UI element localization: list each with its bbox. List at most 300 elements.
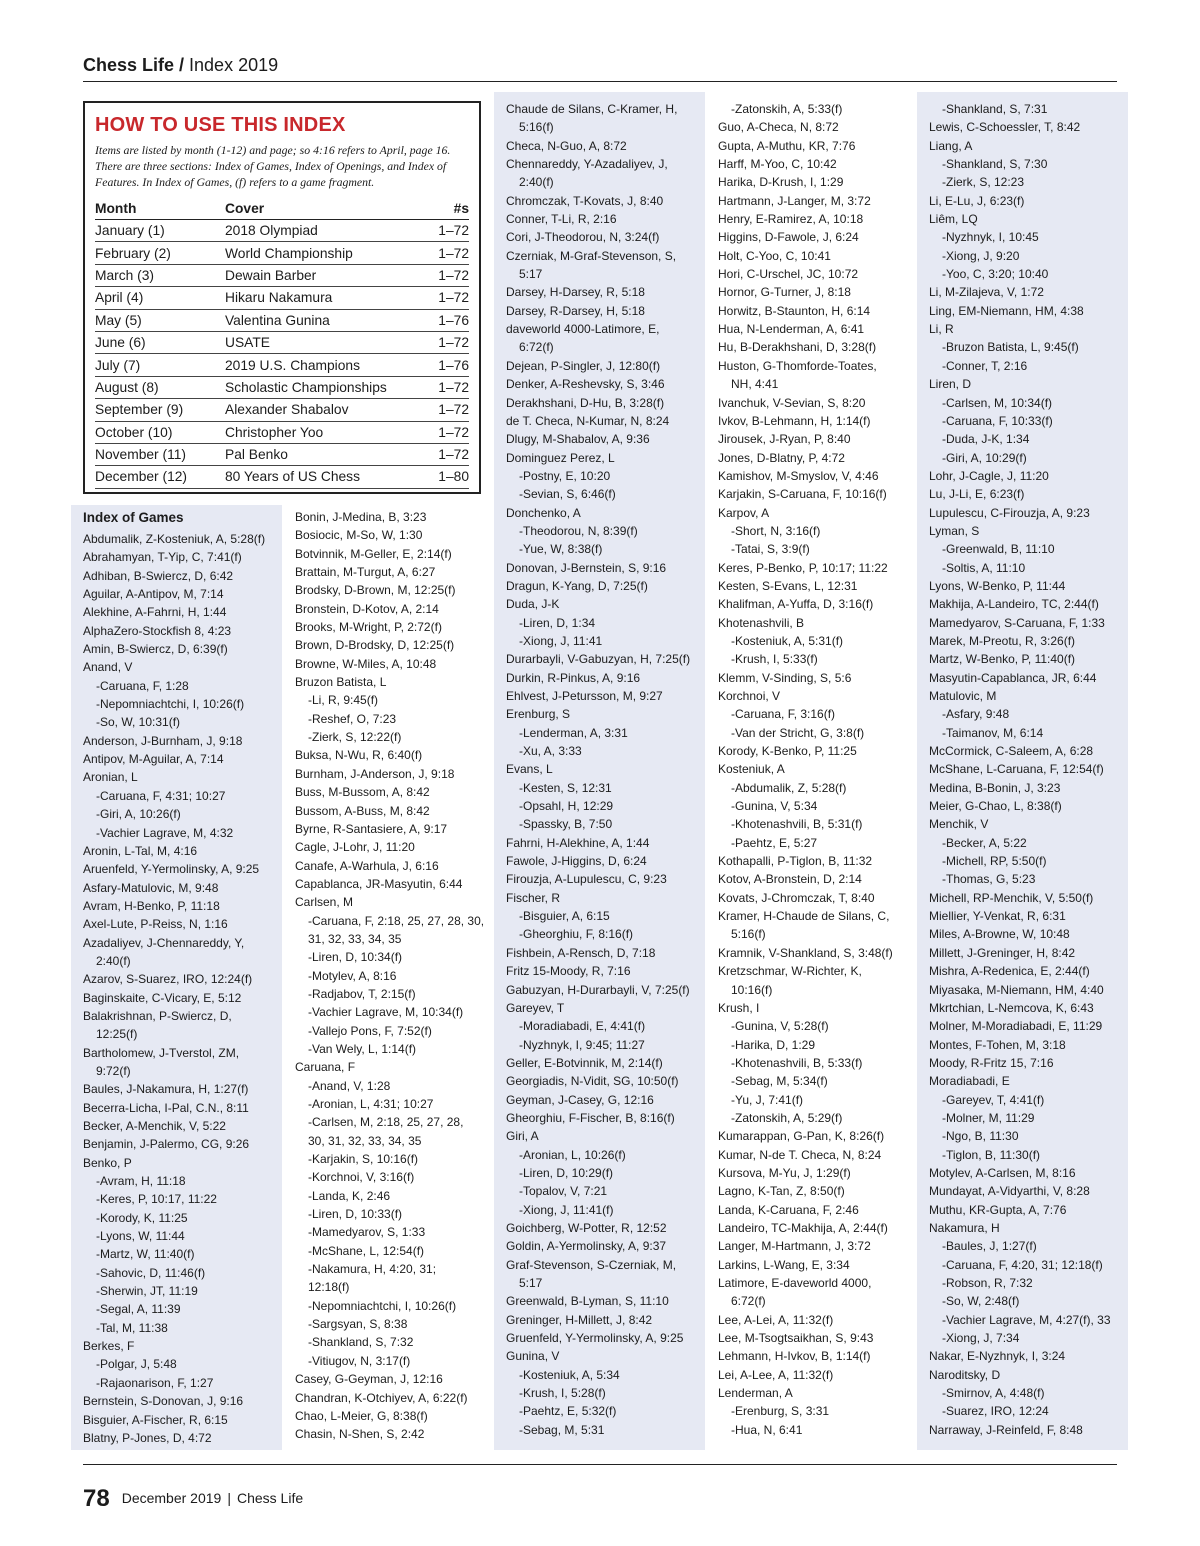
index-entry: -Kosteniuk, A, 5:34 [519,1367,620,1382]
index-entry: Fahrni, H-Alekhine, A, 1:44 [506,835,650,850]
index-entry: Greenwald, B-Lyman, S, 11:10 [506,1294,669,1309]
index-entry: -Krush, I, 5:33(f) [731,652,818,667]
index-entry: Hori, C-Urschel, JC, 10:72 [718,267,859,282]
index-entry: Masyutin-Capablanca, JR, 6:44 [929,670,1097,685]
index-entry: -Li, R, 9:45(f) [308,693,379,708]
index-entry: Berkes, F [83,1339,135,1354]
index-entry: Asfary-Matulovic, M, 9:48 [83,880,219,895]
index-entry: Kosteniuk, A [718,762,785,777]
index-column-3 [494,92,705,1450]
index-entry: -Asfary, 9:48 [942,707,1010,722]
index-entry: -Krush, I, 5:28(f) [519,1386,606,1401]
index-entry: Martz, W-Benko, P, 11:40(f) [929,652,1076,667]
cover-cell: Dewain Barber [225,264,430,286]
index-entry: -Taimanov, M, 6:14 [942,725,1044,740]
table-row [95,443,469,465]
how-to-heading: HOW TO USE THIS INDEX [95,114,346,136]
header-title-rest: Index 2019 [184,55,279,75]
index-entry: 5:17 [519,267,543,282]
index-entry: Greninger, H-Millett, J, 8:42 [506,1312,653,1327]
index-entry: Firouzja, A-Lupulescu, C, 9:23 [506,872,667,887]
index-entry: Latimore, E-daveworld 4000, [718,1276,872,1290]
index-entry: -Vachier Lagrave, M, 4:32 [96,825,234,840]
index-entry: Miles, A-Browne, W, 10:48 [929,927,1070,942]
index-entry: -Xiong, J, 7:34 [942,1331,1020,1346]
index-entry: Becker, A-Menchik, V, 5:22 [83,1119,226,1133]
index-entry: AlphaZero-Stockfish 8, 4:23 [83,623,232,638]
index-entry: Durkin, R-Pinkus, A, 9:16 [506,670,641,685]
index-entry: Lu, J-Li, E, 6:23(f) [929,487,1025,502]
index-entry: -Gheorghiu, F, 8:16(f) [519,927,634,942]
index-entry: Jones, D-Blatny, P, 4:72 [718,450,845,465]
index-entry: NH, 4:41 [731,377,779,392]
index-entry: -Molner, M, 11:29 [942,1110,1035,1125]
index-entry: Ivanchuk, V-Sevian, S, 8:20 [718,395,866,410]
index-entry: Chromczak, T-Kovats, J, 8:40 [506,193,664,208]
index-entry: -Avram, H, 11:18 [96,1174,186,1189]
index-entry: -Nepomniachtchi, I, 10:26(f) [308,1298,457,1313]
index-entry: daveworld 4000-Latimore, E, [506,322,660,337]
index-entry: -Liren, D, 10:29(f) [519,1165,614,1180]
index-entry: -Carlsen, M, 2:18, 25, 27, 28, [308,1115,464,1130]
index-entry: -Kesten, S, 12:31 [519,780,612,795]
index-entry: Bisguier, A-Fischer, R, 6:15 [83,1412,228,1427]
index-entry: Meier, G-Chao, L, 8:38(f) [929,799,1062,814]
index-entry: Li, R [929,322,954,337]
index-entry: Darsey, R-Darsey, H, 5:18 [506,303,645,318]
index-entry: Nakamura, H [929,1220,1000,1235]
index-entry: Landeiro, TC-Makhija, A, 2:44(f) [718,1220,888,1235]
month-cell: March (3) [95,264,225,286]
index-entry: Klemm, V-Sinding, S, 5:6 [718,670,852,685]
index-column-4 [706,92,916,1450]
index-entry: -Sebag, M, 5:31 [519,1422,605,1437]
index-entry: -Short, N, 3:16(f) [731,523,821,538]
index-entry: -Soltis, A, 11:10 [942,560,1026,575]
index-entry: Kamishov, M-Smyslov, V, 4:46 [718,468,879,483]
index-entry: -Van der Stricht, G, 3:8(f) [731,725,865,740]
month-cell: November (11) [95,443,225,465]
index-entry: Becerra-Licha, I-Pal, C.N., 8:11 [83,1100,249,1115]
table-row [95,466,469,488]
index-entry: Lyman, S [929,523,980,538]
month-cell: April (4) [95,287,225,309]
index-entry: Botvinnik, M-Geller, E, 2:14(f) [295,546,452,561]
index-entry: Dejean, P-Singler, J, 12:80(f) [506,358,661,373]
index-entry: Mamedyarov, S-Caruana, F, 1:33 [929,615,1105,630]
numbers-cell: 1–72 [430,242,469,264]
table-row [95,220,469,242]
cover-cell: Alexander Shabalov [225,399,430,421]
index-entry: -So, W, 10:31(f) [96,715,181,730]
index-entry: Erenburg, S [506,707,571,722]
index-entry: Evans, L [506,762,553,777]
index-entry: Muthu, KR-Gupta, A, 7:76 [929,1202,1067,1217]
table-row [95,331,469,353]
index-entry: -Gareyev, T, 4:41(f) [942,1092,1045,1107]
index-entry: Bronstein, D-Kotov, A, 2:14 [295,601,439,616]
index-entry: Moody, R-Fritz 15, 7:16 [929,1055,1054,1070]
cover-cell: Hikaru Nakamura [225,287,430,309]
index-entry: -Thomas, G, 5:23 [942,872,1036,887]
index-entry: -Keres, P, 10:17, 11:22 [96,1192,217,1207]
index-entry: Horwitz, B-Staunton, H, 6:14 [718,303,871,318]
numbers-cell: 1–72 [430,331,469,353]
index-entry: -Yu, J, 7:41(f) [731,1092,804,1107]
month-cell: July (7) [95,354,225,376]
month-cell: February (2) [95,242,225,264]
index-entry: 30, 31, 32, 33, 34, 35 [308,1133,422,1148]
index-entry: Miyasaka, M-Niemann, HM, 4:40 [929,982,1104,997]
index-entry: -Hua, N, 6:41 [731,1422,803,1437]
table-row [95,399,469,421]
index-entry: -Vitiugov, N, 3:17(f) [308,1353,411,1368]
index-entry: Aguilar, A-Antipov, M, 7:14 [83,587,224,602]
index-entry: Montes, F-Tohen, M, 3:18 [929,1037,1066,1052]
index-entry: Gheorghiu, F-Fischer, B, 8:16(f) [506,1110,675,1125]
index-entry: Geller, E-Botvinnik, M, 2:14(f) [506,1055,663,1070]
index-entry: -Abdumalik, Z, 5:28(f) [731,780,847,795]
index-entry: Canafe, A-Warhula, J, 6:16 [295,858,439,873]
index-entry: -Nakamura, H, 4:20, 31; [308,1262,437,1277]
index-entry: Durarbayli, V-Gabuzyan, H, 7:25(f) [506,652,691,667]
table-row [95,287,469,309]
index-entry: -Ngo, B, 11:30 [942,1129,1019,1144]
index-entry: -Moradiabadi, E, 4:41(f) [519,1019,646,1034]
index-entry: Kramnik, V-Shankland, S, 3:48(f) [718,945,893,960]
index-entry: Goichberg, W-Potter, R, 12:52 [506,1220,667,1235]
month-cell: August (8) [95,376,225,398]
index-entry: 5:16(f) [519,120,554,135]
index-entry: -Caruana, F, 4:31; 10:27 [96,788,226,803]
month-cell: May (5) [95,309,225,331]
index-entry: -Karjakin, S, 10:16(f) [308,1152,419,1167]
index-entry: Ling, EM-Niemann, HM, 4:38 [929,303,1084,318]
index-entry: Kramer, H-Chaude de Silans, C, [718,909,890,924]
index-entry: Larkins, L-Wang, E, 3:34 [718,1257,850,1272]
index-entry: Goldin, A-Yermolinsky, A, 9:37 [506,1239,667,1254]
footer-separator: | [227,1490,231,1506]
index-entry: Bosiocic, M-So, W, 1:30 [295,528,423,543]
index-entry: Chandran, K-Otchiyev, A, 6:22(f) [295,1390,468,1405]
index-entry: -Gunina, V, 5:34 [731,799,818,814]
page-footer [83,1485,303,1513]
index-entry: -Zatonskih, A, 5:33(f) [731,102,843,116]
index-entry: -Khotenashvili, B, 5:31(f) [731,817,863,832]
index-entry: -Giri, A, 10:26(f) [96,807,181,822]
cover-cell: World Championship [225,242,430,264]
index-entry: Giri, A [506,1129,539,1144]
index-entry: -Liren, D, 1:34 [519,615,596,630]
index-entry: Khalifman, A-Yuffa, D, 3:16(f) [718,597,874,612]
index-entry: Brown, D-Brodsky, D, 12:25(f) [295,638,455,653]
index-entry: -Caruana, F, 1:28 [96,678,189,693]
index-entry: -Liren, D, 10:34(f) [308,950,403,965]
index-entry: -Harika, D, 1:29 [731,1037,816,1052]
index-entry: Dragun, K-Yang, D, 7:25(f) [506,578,648,593]
numbers-cell: 1–72 [430,421,469,443]
index-entry: -Vachier Lagrave, M, 4:27(f), 33 [942,1312,1111,1327]
index-entry: Bartholomew, J-Tverstol, ZM, [83,1045,240,1060]
index-entry: Miellier, Y-Venkat, R, 6:31 [929,909,1066,924]
numbers-cell: 1–76 [430,309,469,331]
index-entry: Jirousek, J-Ryan, P, 8:40 [718,432,851,447]
index-entry: -Reshef, O, 7:23 [308,711,397,726]
numbers-cell: 1–72 [430,399,469,421]
index-of-games-heading: Index of Games [83,510,184,525]
column-header-cover: Cover [225,198,430,220]
index-entry: -Aronian, L, 10:26(f) [519,1147,626,1162]
numbers-cell: 1–72 [430,220,469,242]
index-entry: Li, M-Zilajeva, V, 1:72 [929,285,1044,300]
index-entry: 5:17 [519,1276,543,1290]
index-entry: -Bruzon Batista, L, 9:45(f) [942,340,1079,355]
index-entry: Avram, H-Benko, P, 11:18 [83,898,220,913]
index-entry: -So, W, 2:48(f) [942,1294,1020,1309]
table-header-row [95,198,469,220]
index-entry: Burnham, J-Anderson, J, 9:18 [295,766,455,781]
cover-cell: 80 Years of US Chess [225,466,430,488]
index-entry: Marek, M-Preotu, R, 3:26(f) [929,633,1076,648]
index-entry: -Erenburg, S, 3:31 [731,1404,830,1419]
index-entry: Balakrishnan, P-Swiercz, D, [83,1008,232,1023]
table-row [95,376,469,398]
index-entry: -Suarez, IRO, 12:24 [942,1404,1049,1419]
index-entry: Browne, W-Miles, A, 10:48 [295,656,437,671]
cover-cell: USATE [225,331,430,353]
index-entry: Hornor, G-Turner, J, 8:18 [718,285,851,300]
index-entry: -Radjabov, T, 2:15(f) [308,986,416,1001]
index-entry: Millett, J-Greninger, H, 8:42 [929,945,1076,960]
index-entry: Aronian, L [83,770,138,785]
index-entry: -Liren, D, 10:33(f) [308,1207,403,1222]
index-entry: Checa, N-Guo, A, 8:72 [506,138,627,153]
index-entry: Amin, B-Swiercz, D, 6:39(f) [83,642,228,657]
index-entry: -Caruana, F, 4:20, 31; 12:18(f) [942,1257,1103,1272]
index-entry: Duda, J-K [506,597,560,612]
month-cell: January (1) [95,220,225,242]
index-entry: McCormick, C-Saleem, A, 6:28 [929,744,1094,759]
index-entry: Lohr, J-Cagle, J, 11:20 [929,468,1049,483]
table-row [95,242,469,264]
index-entry: -Tiglon, B, 11:30(f) [942,1147,1041,1162]
index-entry: Karpov, A [718,505,770,520]
month-cell: September (9) [95,399,225,421]
index-entry: -Opsahl, H, 12:29 [519,799,614,814]
index-entry: de T. Checa, N-Kumar, N, 8:24 [506,413,670,428]
index-entry: Czerniak, M-Graf-Stevenson, S, [506,248,677,263]
index-entry: -Postny, E, 10:20 [519,468,611,483]
index-entry: 6:72(f) [731,1294,766,1309]
index-entry: Conner, T-Li, R, 2:16 [506,212,617,227]
index-entry: Axel-Lute, P-Reiss, N, 1:16 [83,917,228,932]
cover-cell: Pal Benko [225,443,430,465]
index-entry: Fischer, R [506,890,561,905]
footer-issue: December 2019 [121,1490,222,1506]
index-entry: -Baules, J, 1:27(f) [942,1239,1037,1254]
index-entry: Moradiabadi, E [929,1074,1010,1089]
cover-cell: 2019 U.S. Champions [225,354,430,376]
index-entry: Gareyev, T [506,1000,565,1015]
index-entry: -Xiong, J, 11:41(f) [519,1202,614,1217]
index-column-2 [283,505,493,1450]
index-entry: Abrahamyan, T-Yip, C, 7:41(f) [83,550,242,565]
index-entry: Byrne, R-Santasiere, A, 9:17 [295,821,448,836]
index-entry: Keres, P-Benko, P, 10:17; 11:22 [718,560,888,575]
index-entry: Caruana, F [295,1060,356,1075]
index-entry: -Sevian, S, 6:46(f) [519,487,616,502]
index-entry: Kumar, N-de T. Checa, N, 8:24 [718,1147,882,1162]
numbers-cell: 1–80 [430,466,469,488]
index-entry: -Xiong, J, 11:41 [519,633,603,648]
index-entry: Harff, M-Yoo, C, 10:42 [718,157,837,172]
index-entry: -Duda, J-K, 1:34 [942,432,1030,447]
index-entry: Fishbein, A-Rensch, D, 7:18 [506,945,656,960]
index-entry: -Spassky, B, 7:50 [519,817,613,832]
index-entry: Michell, RP-Menchik, V, 5:50(f) [929,890,1094,905]
index-entry: Mundayat, A-Vidyarthi, V, 8:28 [929,1184,1090,1199]
index-entry: Henry, E-Ramirez, A, 10:18 [718,212,864,227]
index-entry: Motylev, A-Carlsen, M, 8:16 [929,1165,1076,1180]
index-entry: -Caruana, F, 2:18, 25, 27, 28, 30, [308,913,485,928]
column-header-numbers: #s [430,198,469,220]
index-entry: Azadaliyev, J-Chennareddy, Y, [83,935,245,950]
index-entry: -Tal, M, 11:38 [96,1320,168,1335]
index-entry: Higgins, D-Fawole, J, 6:24 [718,230,859,245]
numbers-cell: 1–72 [430,376,469,398]
index-entry: -Nyzhnyk, I, 9:45; 11:27 [519,1037,645,1052]
index-entry: -Topalov, V, 7:21 [519,1184,608,1199]
index-entry: -Bisguier, A, 6:15 [519,909,610,924]
index-entry: -Sebag, M, 5:34(f) [731,1074,828,1089]
numbers-cell: 1–72 [430,287,469,309]
column-header-month: Month [95,198,225,220]
index-entry: Gabuzyan, H-Durarbayli, V, 7:25(f) [506,982,690,997]
index-entry: -Vallejo Pons, F, 7:52(f) [308,1023,432,1038]
index-entry: Benjamin, J-Palermo, CG, 9:26 [83,1137,250,1152]
table-row [95,421,469,443]
index-entry: Khotenashvili, B [718,615,805,630]
index-entry: Lagno, K-Tan, Z, 8:50(f) [718,1184,845,1199]
index-entry: Brattain, M-Turgut, A, 6:27 [295,565,436,580]
month-cell: December (12) [95,466,225,488]
index-entry: -Xiong, J, 9:20 [942,248,1020,263]
index-entry: Korchnoi, V [718,689,781,703]
index-entry: Ivkov, B-Lehmann, H, 1:14(f) [718,413,871,428]
index-entry: Alekhine, A-Fahrni, H, 1:44 [83,605,227,620]
footer-rule [83,1464,1117,1465]
index-entry: McShane, L-Caruana, F, 12:54(f) [929,762,1104,777]
index-entry: Matulovic, M [929,689,997,703]
index-entry: -Korchnoi, V, 3:16(f) [308,1170,415,1185]
numbers-cell: 1–76 [430,354,469,376]
index-entry: -Giri, A, 10:29(f) [942,450,1027,465]
index-entry: -Mamedyarov, S, 1:33 [308,1225,426,1240]
index-entry: Mishra, A-Redenica, E, 2:44(f) [929,964,1090,979]
index-entry: Fritz 15-Moody, R, 7:16 [506,964,631,979]
index-entry: Benko, P [83,1155,132,1170]
table-row [95,309,469,331]
index-entry: Kovats, J-Chromczak, T, 8:40 [718,890,875,905]
index-entry: -Shankland, S, 7:31 [942,102,1048,116]
index-entry: 12:25(f) [96,1027,138,1042]
index-entry: -Zierk, S, 12:22(f) [308,730,402,745]
index-entry: -Motylev, A, 8:16 [308,968,397,983]
index-entry: Kotov, A-Bronstein, D, 2:14 [718,872,862,887]
index-entry: Nakar, E-Nyzhnyk, I, 3:24 [929,1349,1066,1364]
index-entry: -Shankland, S, 7:30 [942,157,1048,172]
header-title-bold: Chess Life / [83,55,185,75]
index-entry: Dominguez Perez, L [506,450,615,465]
index-entry: Graf-Stevenson, S-Czerniak, M, [506,1257,677,1272]
index-entry: -Paehtz, E, 5:27 [731,835,818,850]
index-entry: 2:40(f) [519,175,554,190]
index-entry: Donovan, J-Bernstein, S, 9:16 [506,560,667,575]
index-entry: Derakhshani, D-Hu, B, 3:28(f) [506,395,665,410]
index-entry: Chasin, N-Shen, S, 2:42 [295,1427,425,1442]
index-entry: 5:16(f) [731,927,766,942]
index-entry: Baules, J-Nakamura, H, 1:27(f) [83,1082,249,1097]
cover-cell: Valentina Gunina [225,309,430,331]
index-entry: Holt, C-Yoo, C, 10:41 [718,248,831,263]
index-entry: -Aronian, L, 4:31; 10:27 [308,1097,434,1111]
index-entry: Lehmann, H-Ivkov, B, 1:14(f) [718,1349,871,1364]
index-entry: -Xu, A, 3:33 [519,744,582,759]
index-entry: -Carlsen, M, 10:34(f) [942,395,1053,410]
index-entry: Kesten, S-Evans, L, 12:31 [718,578,858,593]
index-entry: -Sherwin, JT, 11:19 [96,1284,198,1299]
index-entry: Cagle, J-Lohr, J, 11:20 [295,840,415,855]
index-entry: Blatny, P-Jones, D, 4:72 [83,1430,212,1445]
index-entry: -Segal, A, 11:39 [96,1302,181,1317]
index-entry: -Lyons, W, 11:44 [96,1229,185,1244]
index-entry: Ehlvest, J-Petursson, M, 9:27 [506,689,663,703]
index-entry: Bernstein, S-Donovan, J, 9:16 [83,1394,244,1409]
index-entry: 9:72(f) [96,1063,131,1078]
month-cell: October (10) [95,421,225,443]
page-number: 78 [83,1485,110,1512]
index-entry: Buss, M-Bussom, A, 8:42 [295,785,430,800]
index-entry: Makhija, A-Landeiro, TC, 2:44(f) [929,597,1099,612]
index-entry: Bruzon Batista, L [295,675,387,690]
index-entry: Harika, D-Krush, I, 1:29 [718,175,844,190]
index-entry: -Yoo, C, 3:20; 10:40 [942,267,1049,282]
index-entry: Kursova, M-Yu, J, 1:29(f) [718,1165,851,1180]
month-cover-table [95,198,469,489]
month-cell: June (6) [95,331,225,353]
index-entry: 12:18(f) [308,1280,350,1295]
index-entry: -Robson, R, 7:32 [942,1276,1033,1290]
index-entry: Aronin, L-Tal, M, 4:16 [83,843,198,858]
index-entry: Guo, A-Checa, N, 8:72 [718,120,839,135]
index-entry: -Korody, K, 11:25 [96,1210,188,1225]
index-entry: Bussom, A-Buss, M, 8:42 [295,803,430,818]
header-rule [83,81,1117,82]
how-to-intro: Items are listed by month (1-12) and page; so 4:16 refers to April, page 16. There are three sections: Index of Games, Index of Openings, and Index of Features. In Index of Games, (f) refers to a game fragment. [95,143,451,189]
numbers-cell: 1–72 [430,443,469,465]
table-row [95,264,469,286]
index-entry: -Polgar, J, 5:48 [96,1357,177,1372]
index-entry: -Becker, A, 5:22 [942,835,1027,850]
index-entry: Langer, M-Hartmann, J, 3:72 [718,1239,871,1254]
index-entry: -Theodorou, N, 8:39(f) [519,523,638,538]
index-entry: Casey, G-Geyman, J, 12:16 [295,1372,443,1387]
index-entry: Georgiadis, N-Vidit, SG, 10:50(f) [506,1074,679,1089]
index-entry: Anand, V [83,660,133,675]
index-entry: Kothapalli, P-Tiglon, B, 11:32 [718,854,873,869]
index-entry: -Caruana, F, 10:33(f) [942,413,1053,428]
index-entry: -McShane, L, 12:54(f) [308,1243,425,1258]
